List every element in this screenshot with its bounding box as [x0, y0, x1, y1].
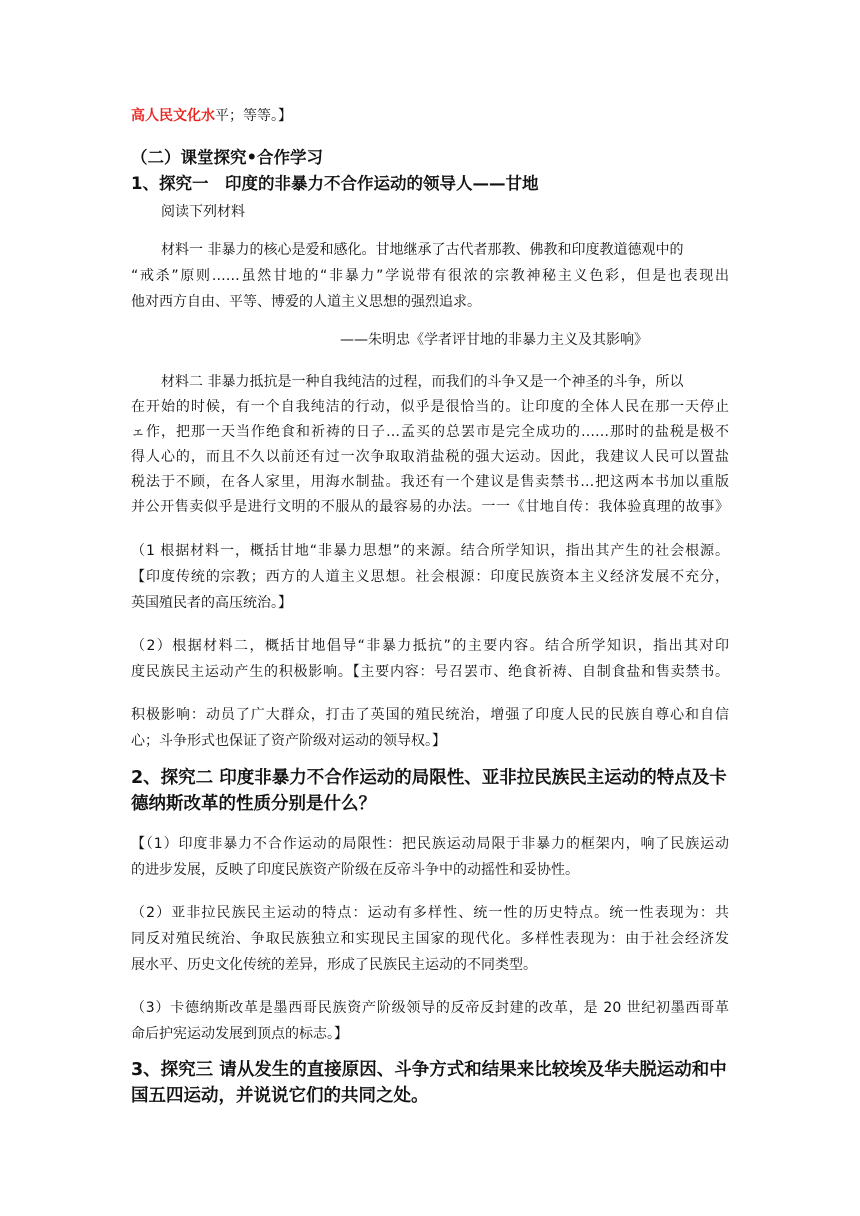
inquiry2-answer-line: 【（1）印度非暴力不合作运动的局限性：把民族运动局限于非暴力的框架内，响了民族运动: [131, 836, 729, 852]
inquiry2-answer-line: 展水平、历史文化传统的差异，形成了民族民主运动的不同类型。: [131, 957, 537, 973]
inquiry3-title: 国五四运动，并说说它们的共同之处。: [131, 1086, 429, 1106]
material2-line: 材料二 非暴力抵抗是一种自我纯洁的过程，而我们的斗争又是一个神圣的斗争，所以: [161, 374, 684, 390]
inquiry2-title: 德纳斯改革的性质分别是什么？: [131, 794, 376, 814]
intro-tail-rest: 平；等等。】: [215, 108, 292, 124]
question2-line: 度民族民主运动产生的积极影响。【主要内容：号召罢市、绝食祈祷、自制食盐和售卖禁书。: [131, 664, 729, 680]
material2-line: 并公开售卖似乎是进行文明的不服从的最容易的办法。一一《甘地自传：我体验真理的故事》: [131, 499, 729, 515]
inquiry2-answer-line: 的进步发展，反映了印度民族资产阶级在反帝斗争中的动摇性和妥协性。: [131, 862, 579, 878]
material2-line: 税法于不顾，在各人家里，用海水制盐。我还有一个建议是售卖禁书…把这两本书加以重版: [131, 474, 729, 490]
read-prompt: 阅读下列材料: [161, 204, 245, 220]
answer2b-line: 心；斗争形式也保证了资产阶级对运动的领导权。】: [131, 733, 446, 749]
inquiry2-answer-line: 命后护宪运动发展到顶点的标志。】: [131, 1026, 348, 1042]
answer2b-line: 积极影响：动员了广大群众，打击了英国的殖民统治，增强了印度人民的民族自尊心和自信: [131, 707, 729, 723]
material2-line: 得人心的，而且不久以前还有过一次争取取消盐税的强大运动。因此，我建议人民可以置盐: [131, 449, 729, 465]
inquiry2-answer-line: 同反对殖民统治、争取民族独立和实现民主国家的现代化。多样性表现为：由于社会经济发: [131, 931, 729, 947]
question1-line: 英国殖民者的高压统治。】: [131, 595, 292, 611]
intro-tail-line: [131, 106, 292, 126]
question1-line: 【印度传统的宗教；西方的人道主义思想。社会根源：印度民族资本主义经济发展不充分，: [131, 569, 729, 585]
material1-source: ——朱明忠《学者评甘地的非暴力主义及其影响》: [340, 332, 648, 348]
inquiry3-title: 3、探究三 请从发生的直接原因、斗争方式和结果来比较埃及华夫脱运动和中: [131, 1060, 727, 1080]
material1-line: 他对西方自由、平等、博爱的人道主义思想的强烈追求。: [131, 294, 481, 310]
inquiry1-title: 1、探究一 印度的非暴力不合作运动的领导人——甘地: [131, 174, 539, 193]
material2-line: 在开始的时候，有一个自我纯洁的行动，似乎是很恰当的。让印度的全体人民在那一天停止: [131, 399, 729, 415]
material1-line: “戒杀”原则……虽然甘地的“非暴力”学说带有很浓的宗教神秘主义色彩，但是也表现出: [131, 268, 729, 284]
material1-line: 材料一 非暴力的核心是爱和感化。甘地继承了古代者那教、佛教和印度教道德观中的: [161, 242, 684, 258]
question1-line: （1 根据材料一，概括甘地“非暴力思想”的来源。结合所学知识，指出其产生的社会根源。: [131, 543, 729, 559]
inquiry2-title: 2、探究二 印度非暴力不合作运动的局限性、亚非拉民族民主运动的特点及卡: [131, 768, 727, 788]
question2-line: （2）根据材料二，概括甘地倡导“非暴力抵抗”的主要内容。结合所学知识，指出其对印: [131, 638, 729, 654]
inquiry2-answer-line: （3）卡德纳斯改革是墨西哥民族资产阶级领导的反帝反封建的改革，是 20 世纪初墨西哥革: [131, 1000, 729, 1016]
highlight-text: 高人民文化水: [131, 108, 215, 124]
inquiry2-answer-line: （2）亚非拉民族民主运动的特点：运动有多样性、统一性的历史特点。统一性表现为：共: [131, 905, 729, 921]
section-heading: （二）课堂探究•合作学习: [131, 148, 324, 167]
material2-line: ェ作，把那一天当作绝食和祈祷的日子…孟买的总罢市是完全成功的……那时的盐税是极不: [131, 424, 729, 440]
